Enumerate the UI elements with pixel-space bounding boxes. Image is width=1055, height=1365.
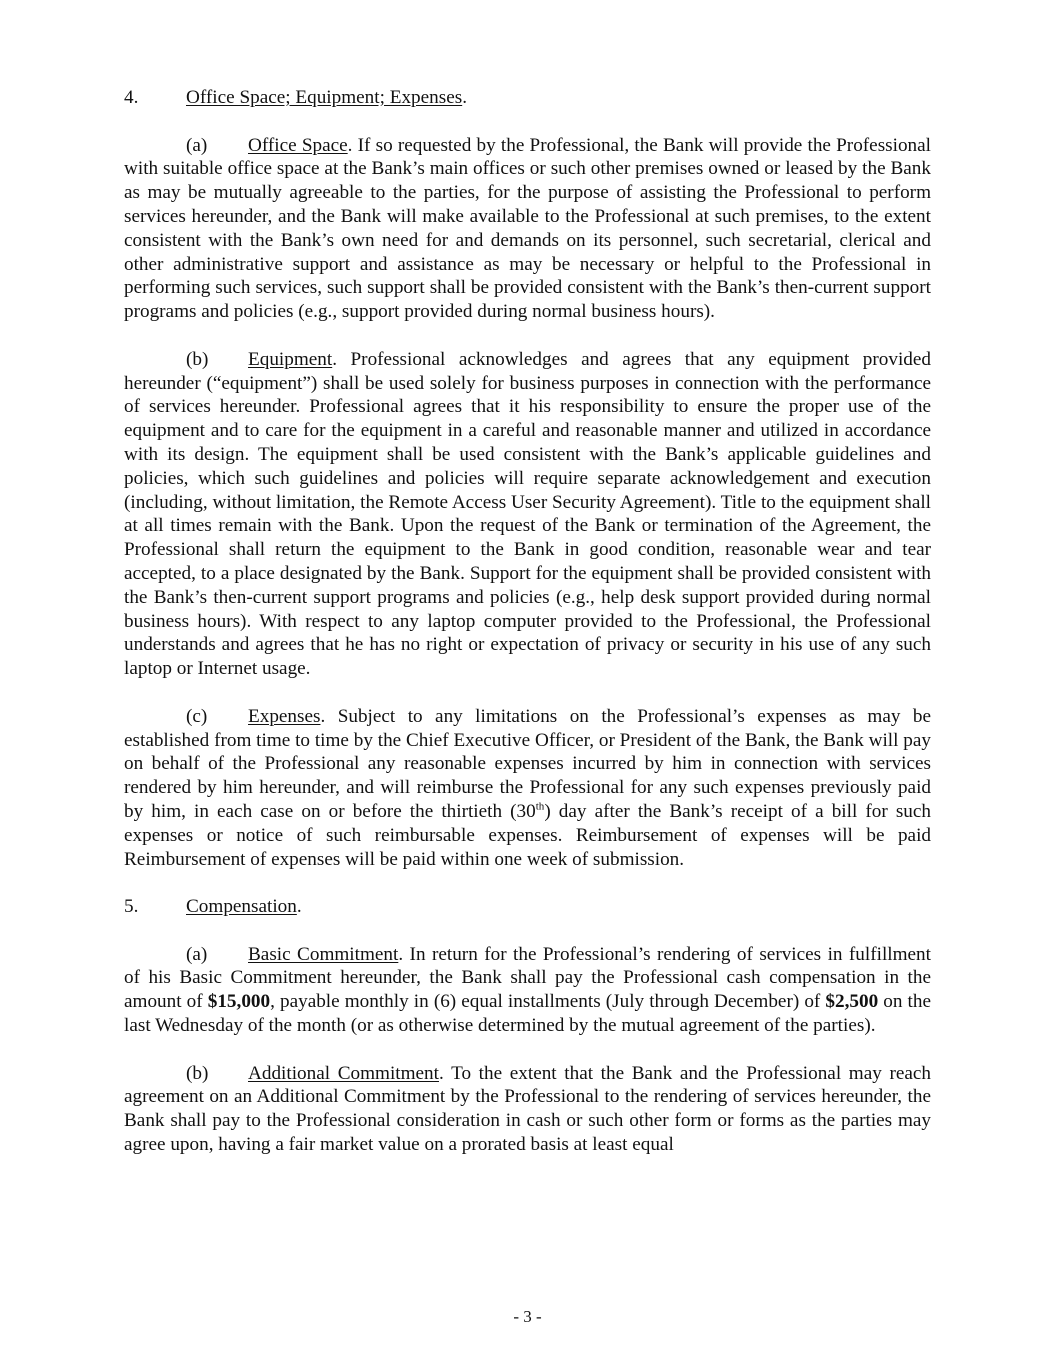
section-title: Office Space; Equipment; Expenses bbox=[186, 87, 463, 108]
subsection-heading: Equipment bbox=[248, 348, 333, 370]
section-4-heading: 4. Office Space; Equipment; Expenses. bbox=[124, 87, 467, 108]
section-4c: (c) Expenses. Subject to any limitations on the Professional’s expenses as may be established from time to time by the Chief Executive Officer, or President of the Bank, the Bank will pay on behalf of the Professional any reasonable expenses incurred by him in connection with services rendered by him hereunder, and will reimburse the Professional for any such expenses previously paid by him, in each case on or before the thirtieth (30th) day after the Bank’s receipt of a bill for such expenses or notice of such reimbursable expenses. Reimbursement of expenses will be paid Reimbursement of expenses will be paid within one week of submission. bbox=[124, 705, 931, 870]
section-4a: (a) Office Space. If so requested by the Professional, the Bank will provide the Professional with suitable office space at the Bank’s main offices or such other premises owned or leased by the Bank as may be mutually agreeable to the parties, for the purpose of assisting the Professional to perform services hereunder, and the Bank will make available to the Professional at such premises, to the extent consistent with the Bank’s own need for and demands on its personnel, such secretarial, clerical and other administrative support and assistance as may be necessary or helpful to the Professional in performing such services, such support shall be provided consistent with the Bank’s then-current support programs and policies (e.g., support provided during normal business hours). bbox=[124, 134, 931, 323]
subsection-heading: Basic Commitment bbox=[248, 943, 399, 965]
section-5b: (b) Additional Commitment. To the extent that the Bank and the Professional may reach agreement on an Additional Commitment by the Professional to the rendering of services hereunder, the Bank shall pay to the Professional consideration in cash or such other form or forms as the parties may agree upon, having a fair market value on a prorated basis at least equal bbox=[124, 1062, 931, 1156]
subsection-heading: Expenses bbox=[248, 705, 321, 727]
page-number: - 3 - bbox=[513, 1307, 542, 1326]
section-title: Compensation bbox=[186, 896, 297, 918]
section-5a: (a) Basic Commitment. In return for the Professional’s rendering of services in fulfillment of his Basic Commitment hereunder, the Bank shall pay the Professional cash compensation in the amount of $15,000, payable monthly in (6) equal installments (July through December) of $2,500 on the last Wednesday of the month (or as otherwise determined by the mutual agreement of the parties). bbox=[124, 943, 931, 1037]
amount-installment: $2,500 bbox=[825, 991, 879, 1013]
document-page bbox=[124, 86, 931, 1181]
subsection-heading: Office Space bbox=[248, 134, 348, 156]
subsection-heading: Additional Commitment bbox=[248, 1062, 439, 1084]
section-5-heading: 5. Compensation. bbox=[124, 896, 302, 918]
section-4b: (b) Equipment. Professional acknowledges and agrees that any equipment provided hereunder (“equipment”) shall be used solely for business purposes in connection with the performance of services hereunder. Professional agrees that it his responsibility to ensure the proper use of the equipment and to care for the equipment in a careful and reasonable manner and utilized in accordance with its design. The equipment shall be used consistent with the Bank’s applicable guidelines and policies, which such guidelines and policies will require separate acknowledgement and execution (including, without limitation, the Remote Access User Security Agreement). Title to the equipment shall at all times remain with the Bank. Upon the request of the Bank or termination of the Agreement, the Professional shall return the equipment to the Bank in good condition, reasonable wear and tear accepted, to a place designated by the Bank. Support for the equipment shall be provided consistent with the Bank’s then-current support programs and policies (e.g., help desk support provided during normal business hours). With respect to any laptop computer provided to the Professional, the Professional understands and agrees that he has no right or expectation of privacy or security in his use of any such laptop or Internet usage. bbox=[124, 348, 931, 680]
amount-total: $15,000 bbox=[207, 991, 271, 1013]
